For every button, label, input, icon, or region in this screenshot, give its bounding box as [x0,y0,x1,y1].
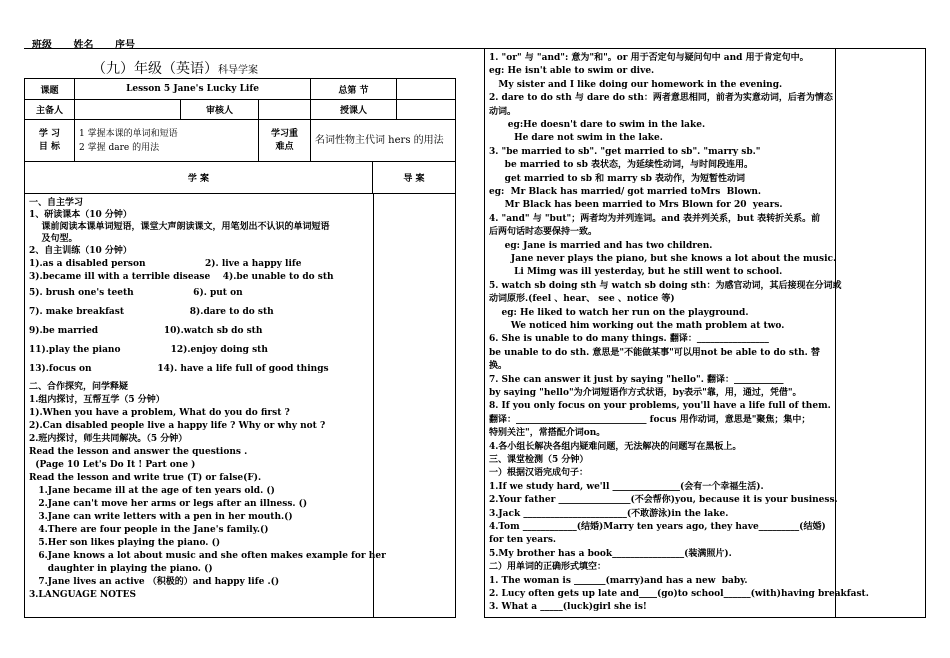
notes-line: 二）用单词的正确形式填空： [489,562,607,573]
study-line: 二、合作探究，问学释疑 [29,382,129,392]
notes-line: 3. "be married to sb". "get married to sb". "marry sb." [489,146,761,157]
right-panel [484,48,926,618]
study-line: (Page 10 Let's Do It ! Part one ) [29,460,196,470]
notes-line: 4.Tom ____________(结婚)Marry ten years ago, they have_________(结婚) [489,522,826,532]
notes-line: be unable to do sth. 意思是"不能做某事"可以用not be able to do sth. 替 [489,347,820,358]
study-line: 6.Jane knows a lot about music and she often makes example for her [29,551,386,561]
study-line: 2).Can disabled people live a happy life ? Why or why not ? [29,421,326,431]
notes-line: eg: He liked to watch her run on the playground. [489,307,749,318]
reviewer-label: 审核人 [181,100,259,119]
notes-line: for ten years. [489,535,557,546]
notes-line: My sister and I like doing our homework in the evening. [489,79,783,90]
notes-line: 翻译：_____________________________ focus 用作动词，意思是"聚焦；集中； [489,414,811,425]
editor-label: 主备人 [25,100,75,119]
study-line: Read the lesson and write true (T) or false(F). [29,473,262,483]
study-line: 及句型。 [29,234,78,244]
teacher-label: 授课人 [311,100,397,119]
right-guide-divider [835,49,836,617]
notes-line: 4.各小组长解决各组内疑难问题，无法解决的问题写在黑板上。 [489,441,742,452]
notes-line: 1.If we study hard, we'll _______________(会有一个幸福生活). [489,481,764,492]
study-label: 学 案 [25,162,373,193]
page-title: （九）年级（英语）科导学案 [92,61,258,77]
class-label: 班级 [32,40,52,51]
notes-line: 6. She is unable to do many things. 翻译：________________ [489,334,769,345]
notes-line: Mr Black has been married to Mrs Blown for 20 years. [489,200,783,211]
notes-line: 8. If you only focus on your problems, you'll have a life full of them. [489,401,831,412]
notes-line: 3.Jack _______________________(不敢游泳)in the lake. [489,508,729,519]
notes-line: 5. watch sb doing sth 与 watch sb doing sth：为感官动词，其后接现在分词或 [489,280,842,291]
study-line: Read the lesson and answer the questions . [29,447,248,457]
goal-row [25,120,455,162]
study-line: 7). make breakfast 8).dare to do sth [29,307,274,317]
topic-row [25,79,455,100]
study-line: 11).play the piano 12).enjoy doing sth [29,345,268,355]
notes-line: eg: Jane is married and has two children. [489,240,713,251]
notes-line: 2. Lucy often gets up late and____(go)to school______(with)having breakfast. [489,589,869,599]
study-line: 2.Jane can't move her arms or legs after an illness. () [29,499,308,509]
notes-line: 后两句话时态要保持一致。 [489,227,598,238]
study-line: 2.班内探讨，师生共同解决。（5 分钟） [29,434,188,444]
notes-line: be married to sb 表状态，为延续性动词，与时间段连用。 [489,160,754,171]
study-line: daughter in playing the piano. () [29,564,213,574]
study-line: 13).focus on 14). have a life full of good things [29,364,329,374]
study-line: 9).be married 10).watch sb do sth [29,326,263,336]
key-value: 名词性物主代词 hers 的用法 [315,134,444,146]
topic-label: 课题 [25,79,75,99]
study-line: 2、自主训练（10 分钟） [29,246,132,256]
notes-line: 1. "or" 与 "and": 意为"和"。or 用于否定句与疑问句中 and 用于肯定句中。 [489,53,809,63]
notes-line: eg: Mr Black has married/ got married toMrs Blown. [489,187,762,197]
notes-line: 换。 [489,361,508,372]
notes-line: Li Mimg was ill yesterday, but he still went to school. [489,267,783,278]
notes-line: by saying "hello"为介词短语作方式状语，by表示"靠，用，通过，凭借"。 [489,388,802,398]
goal-label: 学 习 目 标 [25,120,75,161]
study-line: 1.Jane became ill at the age of ten years old. () [29,486,275,496]
study-line: 1、研读课本（10 分钟） [29,210,132,220]
notes-line: eg: He isn't able to swim or dive. [489,66,655,77]
notes-line: 3. What a _____(luck)girl she is! [489,602,647,613]
notes-line: get married to sb 和 marry sb 表动作，为短暂性动词 [489,173,745,184]
staff-row [25,100,455,120]
study-line: 1.组内探讨，互帮互学（5 分钟） [29,395,165,405]
editor-value[interactable] [75,100,181,119]
study-line: 5.Her son likes playing the piano. () [29,538,221,548]
notes-line: 4. "and" 与 "but"；两者均为并列连词。and 表并列关系，but 表转折关系。前 [489,213,821,224]
total-label: 总第 节 [311,79,397,99]
seq-label: 序号 [114,40,135,51]
name-label: 姓名 [73,40,94,51]
notes-line: 7. She can answer it just by saying "hello". 翻译：___________ [489,374,784,385]
notes-line: We noticed him working out the math problem at two. [489,321,785,331]
notes-line: 三、课堂检测（5 分钟） [489,455,589,465]
left-panel [24,78,456,618]
notes-line: 特别关注"，常搭配介词on。 [489,428,606,439]
study-line: 1).When you have a problem, What do you do first ? [29,408,290,418]
notes-line: He dare not swim in the lake. [489,133,663,144]
goal-list [75,120,259,161]
notes-line: 2.Your father ________________(不会帮你)you, because it is your business. [489,495,838,506]
study-line: 课前阅读本课单词短语，课堂大声朗读课文，用笔划出不认识的单词短语 [29,222,330,232]
section-header-row [25,162,455,194]
notes-line: 一）根据汉语完成句子： [489,468,589,479]
key-label: 学习重 难点 [259,120,311,161]
study-line: 4.There are four people in the Jane's family.() [29,525,269,535]
study-line: 1).as a disabled person 2). live a happy life [29,259,302,269]
study-line: 3).became ill with a terrible disease 4).be unable to do sth [29,272,334,282]
goal-1: 1 掌握本课的单词和短语 [79,128,178,139]
study-line: 7.Jane lives an active （积极的）and happy life .() [29,577,280,587]
notes-line: 5.My brother has a book________________(装满照片). [489,548,732,559]
topic-value: Lesson 5 Jane's Lucky Life [75,79,311,99]
study-line: 5). brush one's teeth 6). put on [29,288,243,298]
guide-label: 导 案 [403,174,425,184]
study-line: 3.LANGUAGE NOTES [29,590,136,600]
goal-2: 2 掌握 dare 的用法 [79,142,160,153]
study-line: 3.Jane can write letters with a pen in her mouth.() [29,512,293,522]
notes-line: 动词。 [489,106,517,117]
study-line: 一、自主学习 [29,198,84,208]
notes-line: eg:He doesn't dare to swim in the lake. [489,120,706,130]
notes-line: Jane never plays the piano, but she knows a lot about the music. [489,254,837,264]
reviewer-value[interactable] [259,100,311,119]
notes-line: 1. The woman is _______(marry)and has a new baby. [489,575,748,586]
notes-line: 动词原形.(feel 、hear、 see 、notice 等) [489,294,675,305]
notes-line: 2. dare to do sth 与 dare do sth：两者意思相同，前者为实意动词，后者为情态 [489,93,833,104]
